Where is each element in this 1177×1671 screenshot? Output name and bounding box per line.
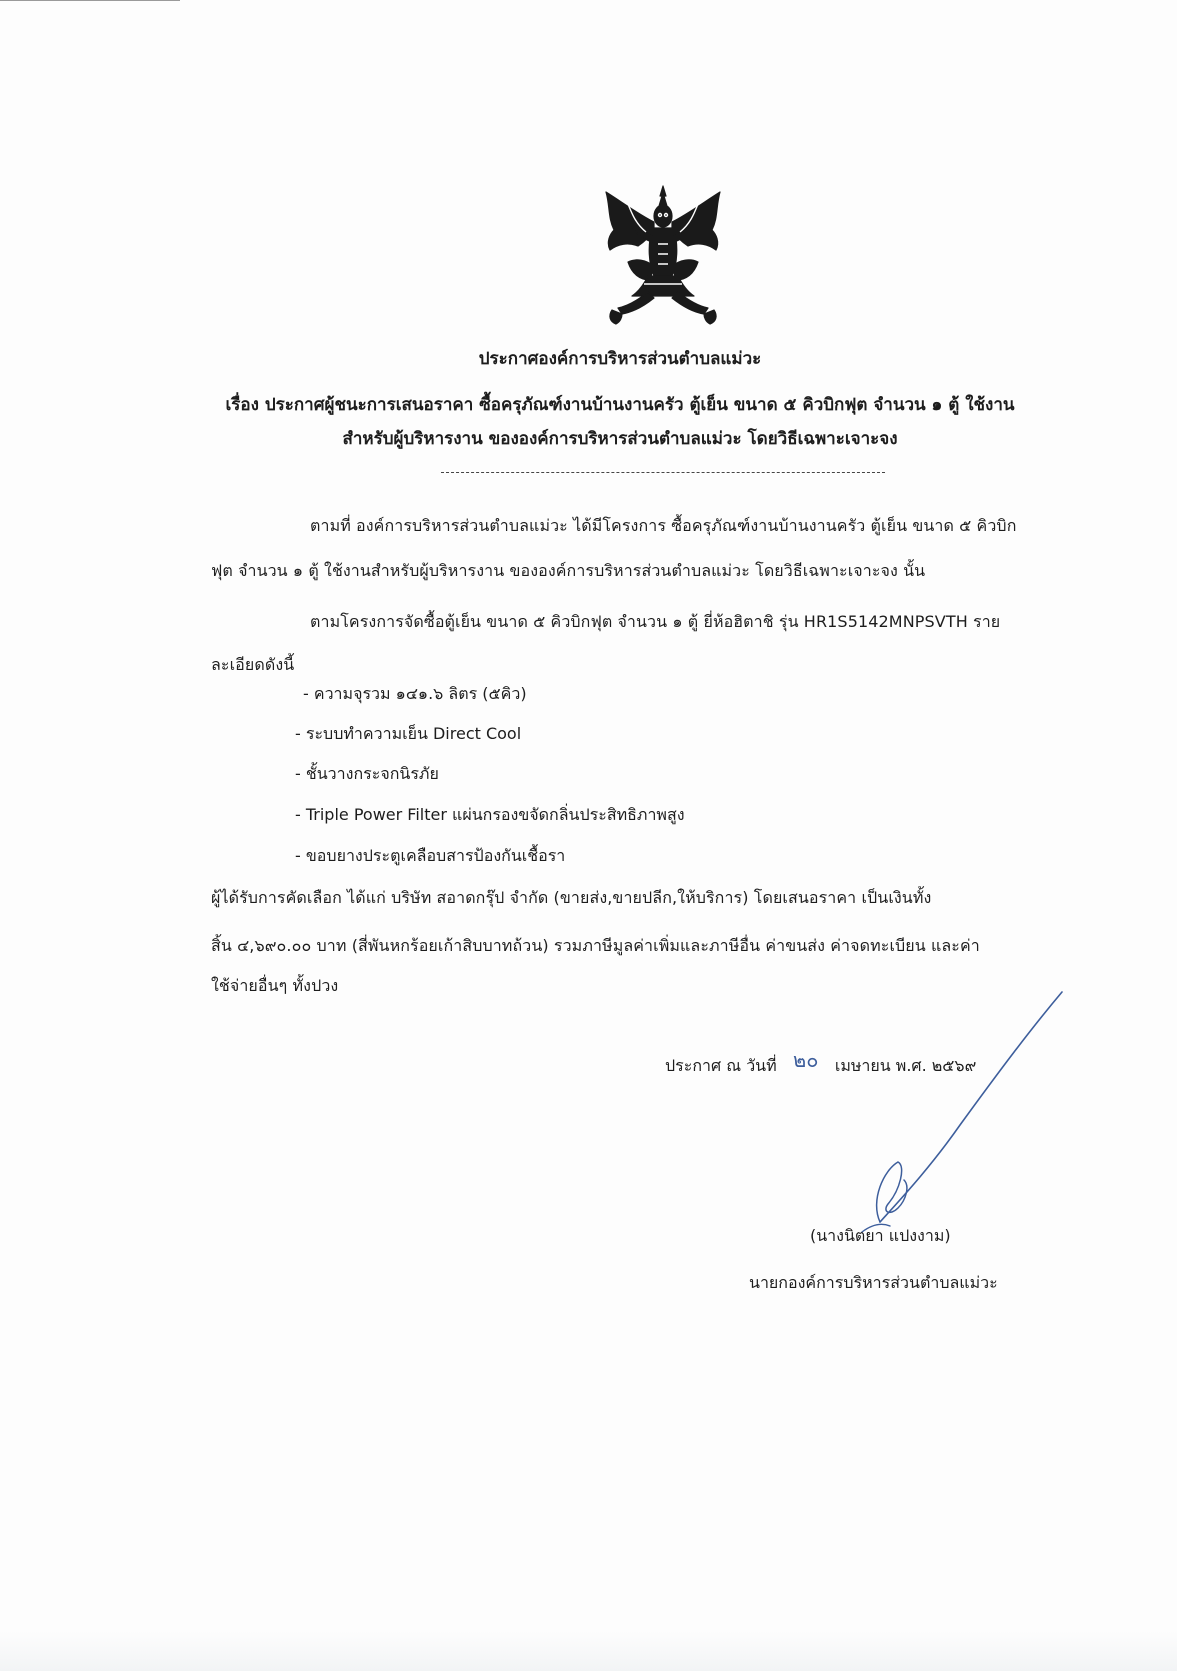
spec-item-shelf: - ชั้นวางกระจกนิรภัย <box>295 764 439 783</box>
paragraph-1-line-1: ตามที่ องค์การบริหารส่วนตำบลแม่วะ ได้มีโครงการ ซื้อครุภัณฑ์งานบ้านงานครัว ตู้เย็น ขนาด ๕ คิวบิก <box>310 516 1017 535</box>
subject-line-2: สำหรับผู้บริหารงาน ขององค์การบริหารส่วนตำบลแม่วะ โดยวิธีเฉพาะเจาะจง <box>342 429 898 449</box>
signatory-name: (นางนิตยา แปงงาม) <box>810 1226 951 1245</box>
scan-bottom-shade <box>0 1631 1177 1671</box>
date-month-year: เมษายน พ.ศ. ๒๕๖๙ <box>834 1056 977 1075</box>
signature-mark <box>840 990 1070 1245</box>
date-prefix: ประกาศ ณ วันที่ <box>665 1056 777 1075</box>
date-day-handwritten: ๒๐ <box>793 1048 819 1072</box>
paragraph-1-line-2: ฟุต จำนวน ๑ ตู้ ใช้งานสำหรับผู้บริหารงาน ขององค์การบริหารส่วนตำบลแม่วะ โดยวิธีเฉพาะเจาะจง นั้น <box>211 561 926 580</box>
winner-line-1: ผู้ได้รับการคัดเลือก ได้แก่ บริษัท สอาดกรุ๊ป จำกัด (ขายส่ง,ขายปลีก,ให้บริการ) โดยเสนอราคา เป็นเงินทั้ง <box>211 888 932 907</box>
winner-line-3: ใช้จ่ายอื่นๆ ทั้งปวง <box>211 976 339 995</box>
paragraph-2-line-1: ตามโครงการจัดซื้อตู้เย็น ขนาด ๕ คิวบิกฟุต จำนวน ๑ ตู้ ยี่ห้อฮิตาชิ รุ่น HR1S5142MNPSVTH ราย <box>310 612 1001 631</box>
subject-line-1: เรื่อง ประกาศผู้ชนะการเสนอราคา ซื้อครุภัณฑ์งานบ้านงานครัว ตู้เย็น ขนาด ๕ คิวบิกฟุต จำนวน ๑ ตู้ ใช้งาน <box>225 395 1015 415</box>
spec-item-filter: - Triple Power Filter แผ่นกรองขจัดกลิ่นประสิทธิภาพสูง <box>295 805 685 824</box>
spec-item-cooling: - ระบบทำความเย็น Direct Cool <box>295 724 522 743</box>
winner-line-2: สิ้น ๔,๖๙๐.๐๐ บาท (สี่พันหกร้อยเก้าสิบบาทถ้วน) รวมภาษีมูลค่าเพิ่มและภาษีอื่น ค่าขนส่ง ค่าจดทะเบียน และค่า <box>211 936 980 955</box>
spec-item-capacity: - ความจุรวม ๑๔๑.๖ ลิตร (๕คิว) <box>303 684 527 703</box>
announcement-heading: ประกาศองค์การบริหารส่วนตำบลแม่วะ <box>478 349 762 369</box>
spec-item-gasket: - ขอบยางประตูเคลือบสารป้องกันเชื้อรา <box>295 846 566 865</box>
paragraph-2-line-2: ละเอียดดังนี้ <box>211 655 295 674</box>
signatory-position: นายกองค์การบริหารส่วนตำบลแม่วะ <box>749 1273 998 1292</box>
scan-edge-line <box>0 0 180 1</box>
announcement-subject <box>180 388 1060 456</box>
separator-dashed-line <box>441 472 885 473</box>
garuda-emblem-icon <box>588 184 738 334</box>
